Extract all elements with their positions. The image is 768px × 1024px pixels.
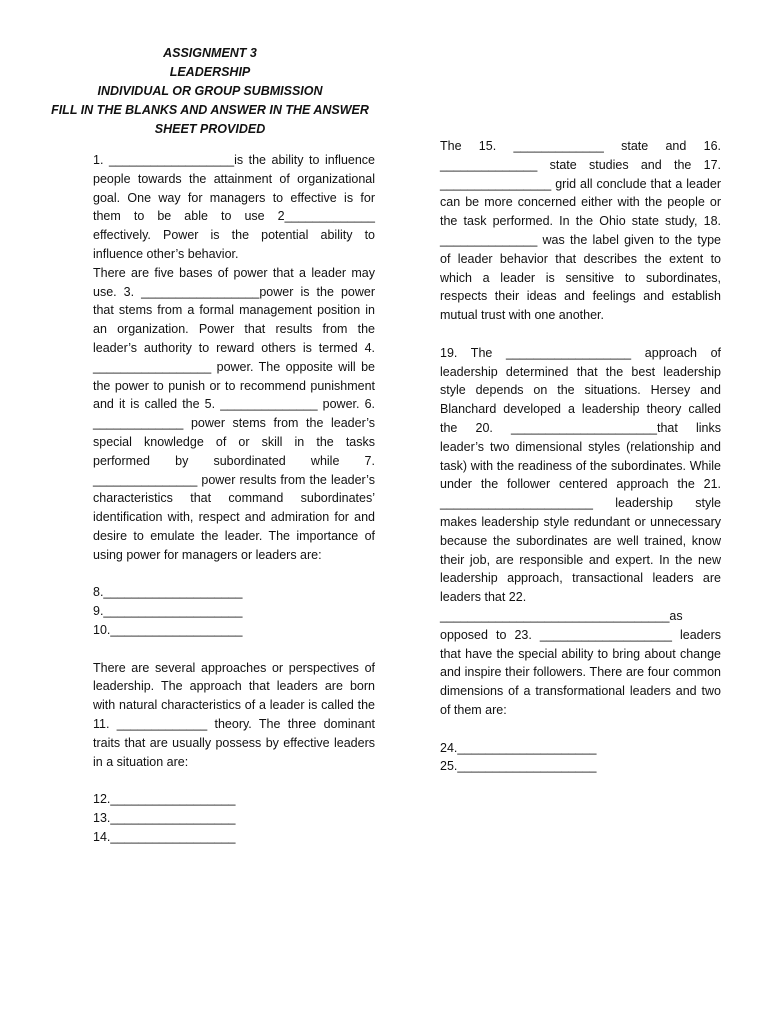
header-assignment-number: ASSIGNMENT 3 bbox=[163, 46, 257, 60]
answer-blank-24: 24.____________________ bbox=[440, 740, 597, 755]
paragraph-situational-approach: 19. The __________________ approach of leadership determined that the best leadership style depends on the situations. Hersey and Blanchard developed a leadership theory called the 20. _____________________that links leader’s two dimensional styles (relationship and task) with the readiness of the subordinates. While under the follower centered approach the 21. ______________________ leadership style makes leadership style redundant or unnecessary because the subordinates are well trained, know their job, are responsible and expert. In the new leadership approach, transactional leaders are leaders that 22. bbox=[440, 345, 721, 605]
answer-blank-14: 14.__________________ bbox=[93, 829, 236, 844]
assignment-header bbox=[40, 44, 380, 139]
paragraph-leadership-definition: 1. __________________is the ability to influence people towards the attainment of organizational goal. One way for managers to effective is for them to be able to use 2_____________ effectively. Power is the potential ability to influence other’s behavior. bbox=[93, 153, 375, 261]
header-instruction-line-2: SHEET PROVIDED bbox=[154, 122, 266, 136]
paragraph-transformational-leaders: opposed to 23. ___________________ leaders that have the special ability to bring about change and inspire their followers. There are four common dimensions of a transformational leaders and two of them are: bbox=[440, 627, 721, 717]
answer-blank-13: 13.__________________ bbox=[93, 810, 236, 825]
paragraph-behavioral-studies: The 15. _____________ state and 16. ______________ state studies and the 17. ________________ grid all conclude that a leader can be more concerned either with the people or the task performed. In the Ohio state study, 18. ______________ was the label given to the type of leader behavior that describes the extent to which a leader is sensitive to subordinates, respects their ideas and feelings and establish mutual trust with one another. bbox=[440, 139, 721, 323]
answer-blank-25: 25.____________________ bbox=[440, 759, 597, 774]
paragraph-leadership-approaches: There are several approaches or perspectives of leadership. The approach that leaders are born with natural characteristics of a leader is called the 11. _____________ theory. The three dominant traits that are usually possess by effective leaders in a situation are: bbox=[93, 660, 375, 769]
answer-blank-22-line: _________________________________as bbox=[440, 608, 683, 623]
left-column bbox=[93, 151, 375, 846]
header-instruction-line-1: FILL IN THE BLANKS AND ANSWER IN THE ANSWER bbox=[51, 103, 369, 117]
header-submission-type: INDIVIDUAL OR GROUP SUBMISSION bbox=[97, 84, 323, 98]
answer-blank-10: 10.___________________ bbox=[93, 622, 243, 637]
right-column bbox=[440, 137, 721, 776]
answer-blank-9: 9.____________________ bbox=[93, 604, 243, 619]
paragraph-bases-of-power: There are five bases of power that a leader may use. 3. _________________power is the power that stems from a formal management position in an organization. Power that results from the leader’s authority to reward others is termed 4. _________________ power. The opposite will be the power to punish or to recommend punishment and it is called the 5. ______________ power. 6. _____________ power stems from the leader’s special knowledge of or skill in the tasks performed by subordinated while 7. _______________ power results from the leader’s characteristics that command subordinates’ identification with, respect and admiration for and desire to emulate the leader. The importance of using power for managers or leaders are: bbox=[93, 265, 375, 562]
header-topic: LEADERSHIP bbox=[169, 65, 251, 79]
answer-blank-12: 12.__________________ bbox=[93, 792, 236, 807]
answer-blank-8: 8.____________________ bbox=[93, 585, 243, 600]
